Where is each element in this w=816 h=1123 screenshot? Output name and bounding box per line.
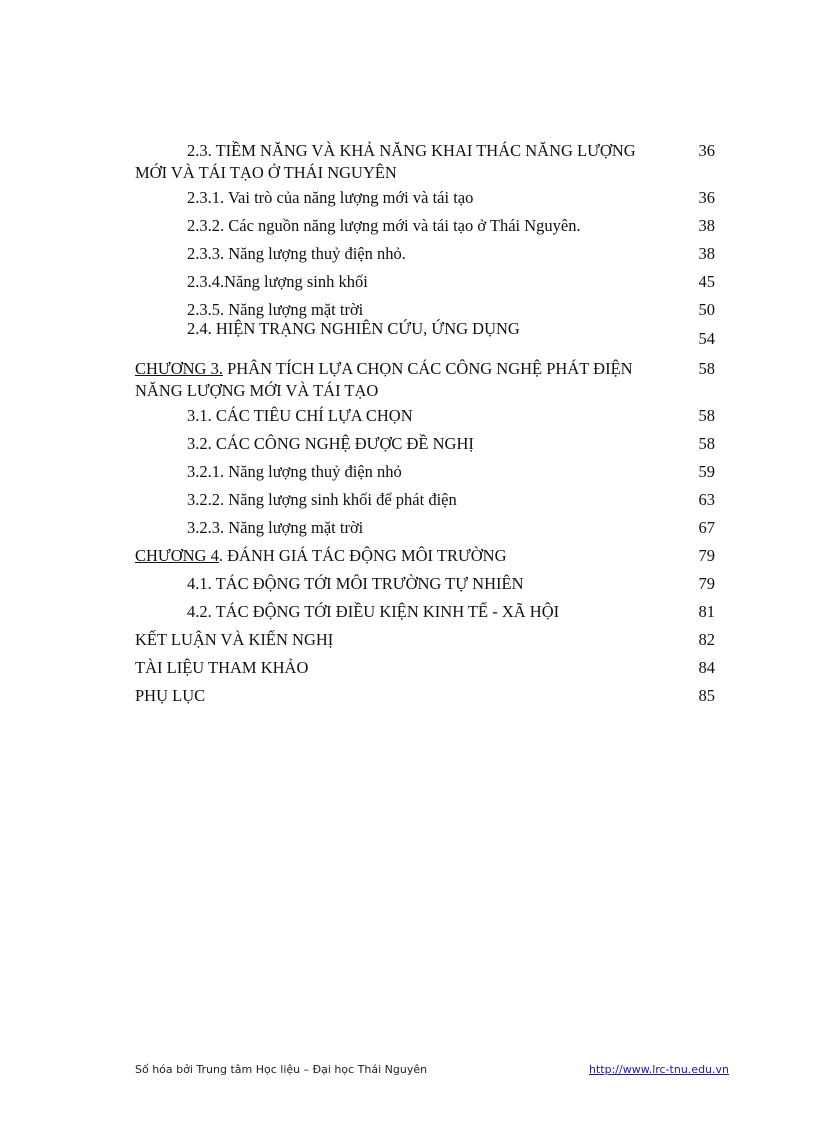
footer-credit: Số hóa bởi Trung tâm Học liệu – Đại học Thái Nguyên — [135, 1063, 428, 1076]
toc-entry-title: 2.3.2. Các nguồn năng lượng mới và tái tạo ở Thái Nguyên. — [187, 216, 581, 235]
toc-page-number: 63 — [698, 490, 715, 509]
toc-entry-title: 2.3.4.Năng lượng sinh khối — [187, 272, 368, 291]
toc-entry-title: 2.3.1. Vai trò của năng lượng mới và tái tạo — [187, 188, 474, 207]
toc-page-number: 58 — [698, 406, 715, 425]
toc-page-number: 36 — [698, 188, 715, 207]
toc-entry-title: . ĐÁNH GIÁ TÁC ĐỘNG MÔI TRƯỜNG — [218, 546, 507, 565]
chapter-label: CHƯƠNG 3. — [135, 359, 223, 378]
toc-entry-title: KẾT LUẬN VÀ KIẾN NGHỊ — [135, 630, 334, 649]
toc-page-number: 67 — [698, 518, 715, 537]
toc-entry-title: 3.2.2. Năng lượng sinh khối để phát điện — [187, 490, 457, 509]
toc-entry-title: 4.1. TÁC ĐỘNG TỚI MÔI TRƯỜNG TỰ NHIÊN — [187, 574, 524, 593]
toc-page-number: 36 — [698, 141, 715, 160]
toc-page-number: 50 — [698, 300, 715, 319]
toc-entry-title-continuation: MỚI VÀ TÁI TẠO Ở THÁI NGUYÊN — [135, 163, 397, 182]
toc-entry-title: 3.2.1. Năng lượng thuỷ điện nhỏ — [187, 462, 402, 481]
toc-page-number: 82 — [698, 630, 715, 649]
toc-page-number: 38 — [698, 244, 715, 263]
toc-entry-title: 3.1. CÁC TIÊU CHÍ LỰA CHỌN — [187, 406, 413, 425]
toc-page-number: 81 — [698, 602, 715, 621]
toc-entry-title: PHỤ LỤC — [135, 686, 206, 705]
toc-entry-title: 2.4. HIỆN TRẠNG NGHIÊN CỨU, ỨNG DỤNG — [187, 319, 520, 338]
toc-page-number: 58 — [698, 434, 715, 453]
toc-page-number: 45 — [698, 272, 715, 291]
toc-page-number: 58 — [698, 359, 715, 378]
toc-entry-title: 4.2. TÁC ĐỘNG TỚI ĐIỀU KIỆN KINH TẾ - XÃ HỘI — [187, 602, 560, 621]
toc-entry-title: 2.3.3. Năng lượng thuỷ điện nhỏ. — [187, 244, 406, 263]
toc-entry-title-continuation: NĂNG LƯỢNG MỚI VÀ TÁI TẠO — [135, 381, 379, 400]
toc-entry-title: 3.2. CÁC CÔNG NGHỆ ĐƯỢC ĐỀ NGHỊ — [187, 434, 474, 453]
toc-page-number: 59 — [698, 462, 715, 481]
toc-page-number: 79 — [698, 546, 715, 565]
toc-entry-title: 2.3. TIỀM NĂNG VÀ KHẢ NĂNG KHAI THÁC NĂNG LƯỢNG — [187, 141, 636, 160]
toc-page-number: 79 — [698, 574, 715, 593]
toc-page-number: 84 — [698, 658, 715, 677]
toc-entry-title: 2.3.5. Năng lượng mặt trời — [187, 300, 364, 319]
toc-page-number: 85 — [698, 686, 715, 705]
chapter-label: CHƯƠNG 4 — [135, 546, 219, 565]
toc-entry-title: PHÂN TÍCH LỰA CHỌN CÁC CÔNG NGHỆ PHÁT ĐIỆN — [222, 359, 633, 378]
footer-link[interactable]: http://www.lrc-tnu.edu.vn — [589, 1063, 729, 1076]
toc-page-number: 38 — [698, 216, 715, 235]
toc-page-number: 54 — [698, 329, 715, 348]
toc-entry-title: 3.2.3. Năng lượng mặt trời — [187, 518, 364, 537]
toc-entry-title: TÀI LIỆU THAM KHẢO — [135, 658, 309, 677]
